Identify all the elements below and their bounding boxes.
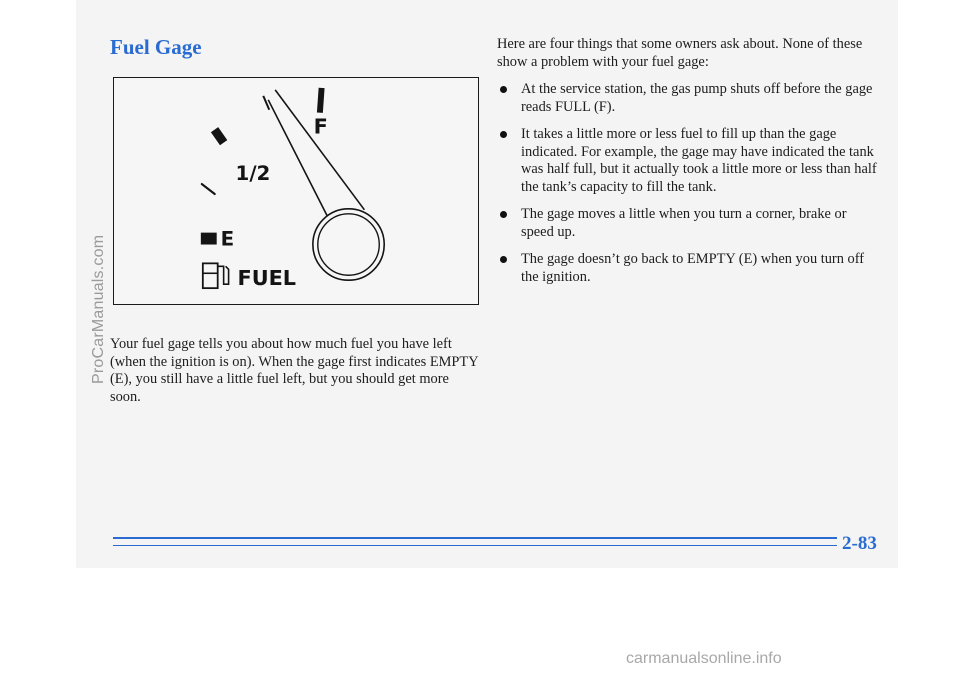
needle-tip-mark <box>263 96 269 110</box>
section-title: Fuel Gage <box>110 35 202 59</box>
quarter-tick-mark <box>202 184 215 194</box>
footer-rule <box>113 537 837 539</box>
needle-hub-outer <box>313 209 384 280</box>
empty-label: E <box>220 227 235 251</box>
bullet-icon <box>500 131 507 138</box>
bullet-icon <box>500 86 507 93</box>
fuel-gage-description: Your fuel gage tells you about how much fuel you have left (when the ignition is on). When the gage first indicates EMPTY (E), you still have a little fuel left, but you should get more soon. <box>110 336 479 405</box>
bullet-icon <box>500 211 507 218</box>
empty-tick-mark <box>201 233 217 245</box>
list-item: At the service station, the gas pump shuts off before the gage reads FULL (F). <box>497 81 882 116</box>
half-label: 1/2 <box>235 162 271 186</box>
bullet-icon <box>500 256 507 263</box>
full-label: F <box>313 114 328 139</box>
bottom-watermark: carmanualsonline.info <box>626 650 782 667</box>
side-watermark: ProCarManuals.com <box>90 234 107 384</box>
list-item: The gage moves a little when you turn a corner, brake or speed up. <box>497 206 882 241</box>
list-item: The gage doesn’t go back to EMPTY (E) when you turn off the ignition. <box>497 251 882 286</box>
fuel-pump-icon <box>203 263 229 288</box>
page-number: 2-83 <box>842 533 877 554</box>
questions-intro: Here are four things that some owners ask about. None of these show a problem with your fuel gage: <box>497 36 863 70</box>
list-item: It takes a little more or less fuel to fill up than the gage indicated. For example, the gage may have indicated the tank was half full, but it actually took a little more or less than half the tank’s capacity to fill the tank. <box>497 126 882 196</box>
questions-list <box>497 81 882 286</box>
owner-questions-section <box>497 36 882 296</box>
fuel-gage-illustration <box>113 77 479 305</box>
fuel-label: FUEL <box>237 266 297 291</box>
half-tick-mark <box>211 127 227 145</box>
full-tick-mark <box>317 88 325 113</box>
footer-rule-thin <box>113 545 837 546</box>
